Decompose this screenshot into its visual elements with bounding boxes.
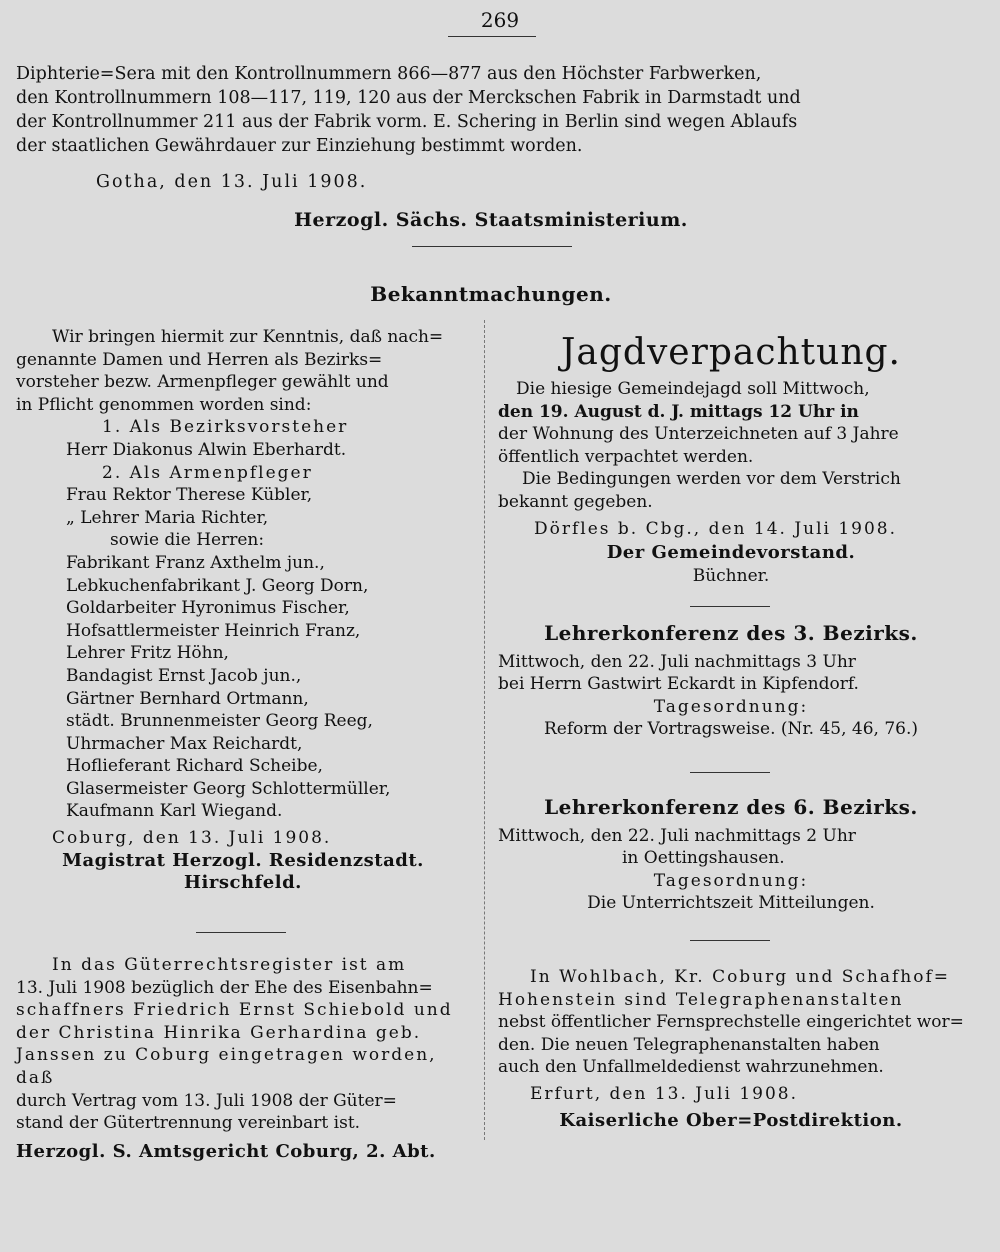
telegraph-place-date: Erfurt, den 13. Juli 1908. [530, 1083, 798, 1104]
conference-3-notice [498, 622, 964, 741]
election-signature: Magistrat Herzogl. Residenzstadt. [62, 849, 424, 871]
divider [690, 772, 770, 773]
telegraph-line: Hohenstein sind Telegraphenanstalten [498, 989, 904, 1010]
notice-place-date: Gotha, den 13. Juli 1908. [96, 172, 368, 192]
conference-3-title: Lehrerkonferenz des 3. Bezirks. [544, 621, 918, 645]
diphtheria-notice [16, 62, 966, 232]
intro-line: Wir bringen hiermit zur Kenntnis, daß nach= [52, 327, 444, 347]
notice-line: Diphterie=Sera mit den Kontrollnummern 866—877 aus den Höchster Farbwerken, [16, 64, 762, 84]
divider [690, 606, 770, 607]
page-number: 269 [480, 8, 520, 32]
hunt-line: den 19. August d. J. mittags 12 Uhr in [498, 401, 859, 422]
heading-district-heads: 1. Als Bezirksvorsteher [102, 417, 349, 438]
register-line: stand der Gütertrennung vereinbart ist. [16, 1113, 361, 1134]
intro-line: in Pflicht genommen worden sind: [16, 394, 312, 415]
telegraph-notice [498, 966, 964, 1132]
hunt-line: öffentlich verpachtet werden. [498, 446, 754, 467]
conference-3-agenda-label: Tagesordnung: [653, 696, 809, 717]
left-column [16, 326, 470, 895]
person-line: Fabrikant Franz Axthelm jun., [66, 552, 325, 573]
divider [196, 932, 286, 933]
hunt-line: Die hiesige Gemeindejagd soll Mittwoch, [516, 379, 870, 399]
hunt-line: der Wohnung des Unterzeichneten auf 3 Jahre [498, 424, 899, 445]
person-line: Goldarbeiter Hyronimus Fischer, [66, 598, 350, 619]
election-place-date: Coburg, den 13. Juli 1908. [52, 828, 332, 849]
person-line: städt. Brunnenmeister Georg Reeg, [66, 711, 373, 732]
page-number-rule [448, 36, 536, 37]
hunt-conditions-line: Die Bedingungen werden vor dem Verstrich [522, 469, 901, 490]
right-column [498, 332, 964, 587]
hunt-place-date: Dörfles b. Cbg., den 14. Juli 1908. [534, 518, 898, 539]
heading-poor-guardians: 2. Als Armenpfleger [102, 462, 313, 483]
notice-signature: Herzogl. Sächs. Staatsministerium. [294, 209, 688, 231]
register-line: Janssen zu Coburg eingetragen worden, daß [16, 1045, 437, 1088]
conference-6-line: Mittwoch, den 22. Juli nachmittags 2 Uhr [498, 825, 856, 846]
election-signer: Hirschfeld. [184, 872, 302, 894]
conference-3-agenda: Reform der Vortragsweise. (Nr. 45, 46, 76.) [543, 719, 919, 740]
register-line: der Christina Hinrika Gerhardina geb. [16, 1022, 422, 1043]
person-line: Bandagist Ernst Jacob jun., [66, 665, 302, 686]
telegraph-line: In Wohlbach, Kr. Coburg und Schafhof= [530, 967, 951, 987]
hunt-conditions-line: bekannt gegeben. [498, 491, 653, 512]
register-line: durch Vertrag vom 13. Juli 1908 der Güter= [16, 1090, 397, 1111]
person-line: Uhrmacher Max Reichardt, [66, 733, 303, 754]
hunt-signature: Der Gemeindevorstand. [606, 542, 856, 564]
register-notice [16, 954, 470, 1163]
conference-6-notice [498, 796, 964, 915]
intro-line: genannte Damen und Herren als Bezirks= [16, 349, 383, 370]
person-line: Gärtner Bernhard Ortmann, [66, 688, 309, 709]
notice-line: der staatlichen Gewährdauer zur Einziehung bestimmt worden. [16, 136, 583, 156]
register-signature: Herzogl. S. Amtsgericht Coburg, 2. Abt. [16, 1140, 436, 1162]
section-heading: Bekanntmachungen. [370, 282, 612, 306]
conference-6-title: Lehrerkonferenz des 6. Bezirks. [544, 795, 918, 819]
person-line: Frau Rektor Therese Kübler, [66, 485, 313, 506]
conference-3-line: bei Herrn Gastwirt Eckardt in Kipfendorf. [498, 674, 859, 695]
notice-line: den Kontrollnummern 108—117, 119, 120 aus der Merckschen Fabrik in Darmstadt und [16, 88, 801, 108]
conference-3-line: Mittwoch, den 22. Juli nachmittags 3 Uhr [498, 651, 856, 672]
person-line: Glasermeister Georg Schlottermüller, [66, 778, 391, 799]
intro-line: vorsteher bezw. Armenpfleger gewählt und [16, 372, 389, 393]
person-line: Kaufmann Karl Wiegand. [66, 801, 283, 822]
column-divider [484, 320, 485, 1140]
telegraph-signature: Kaiserliche Ober=Postdirektion. [559, 1109, 903, 1131]
conference-6-line: in Oettingshausen. [622, 848, 785, 869]
person-line: „ Lehrer Maria Richter, [66, 507, 269, 528]
register-line: In das Güterrechtsregister ist am [52, 955, 407, 975]
telegraph-line: nebst öffentlicher Fernsprechstelle eingerichtet wor= [498, 1012, 964, 1033]
hunt-signer: Büchner. [692, 565, 770, 586]
conference-6-agenda-label: Tagesordnung: [653, 870, 809, 891]
person-line: Lebkuchenfabrikant J. Georg Dorn, [66, 575, 369, 596]
person-line: Hofsattlermeister Heinrich Franz, [66, 620, 361, 641]
person-line: Hoflieferant Richard Scheibe, [66, 756, 323, 777]
men-intro: sowie die Herren: [110, 530, 265, 551]
telegraph-line: den. Die neuen Telegraphenanstalten haben [498, 1034, 880, 1055]
person-line: Lehrer Fritz Höhn, [66, 643, 229, 664]
person-line: Herr Diakonus Alwin Eberhardt. [66, 439, 347, 460]
election-notice [16, 326, 470, 895]
notice-line: der Kontrollnummer 211 aus der Fabrik vorm. E. Schering in Berlin sind wegen Ablaufs [16, 112, 798, 132]
conference-6-agenda: Die Unterrichtszeit Mitteilungen. [587, 893, 875, 914]
divider [690, 940, 770, 941]
register-line: schaffners Friedrich Ernst Schiebold und [16, 1000, 453, 1021]
telegraph-line: auch den Unfallmeldedienst wahrzunehmen. [498, 1057, 884, 1078]
hunt-title: Jagdverpachtung. [560, 332, 902, 373]
register-line: 13. Juli 1908 bezüglich der Ehe des Eisenbahn= [16, 977, 433, 998]
divider [412, 246, 572, 247]
